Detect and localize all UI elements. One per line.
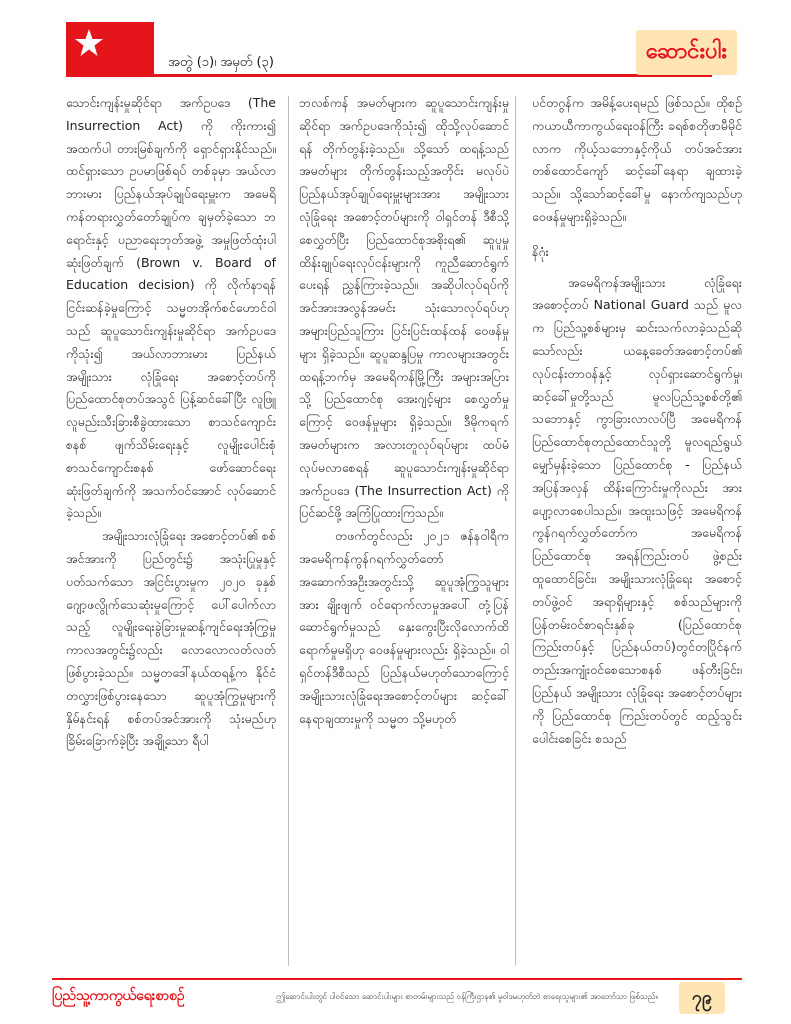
header-rule-left [66, 74, 160, 77]
column-3 [532, 92, 742, 972]
paragraph: အမျိုးသားလုံခြုံရေး အစောင့်တပ်၏ စစ်အင်အားကို ပြည်တွင်း၌ အသုံးပြုမှုနှင့် ပတ်သက်သော အငြင်းပွားမှုက ၂၀၂၀ ခုနှစ် ဂျော့ဖလွိုက်သေဆုံးမှုကြောင့် ပေါ်ပေါက်လာသည့် လူမျိုးရေးခွဲခြားမှုဆန့်ကျင်ရေးအုံကြွမှုကာလအတွင်း၌လည်း လောလောလတ်လတ်ဖြစ်ပွားခဲ့သည်။ သမ္မတဒေါ်နယ်ထရန့်က နိုင်ငံတလွှားဖြစ်ပွားနေသော ဆူပူအုံကြွမှုများကို နှိမ်နင်းရန် စစ်တပ်အင်အားကို သုံးမည်ဟု ခြိမ်းခြောက်ခဲ့ပြီး အချို့သော ရီပါ [66, 528, 276, 749]
paragraph: ပင်တဂွန်က အမိန့်ပေးရမည် ဖြစ်သည်။ ထိုစဉ်ကယာယီကာကွယ်ရေးဝန်ကြီး ခရစ်စတိုဖာမီမိုင်လာက ကိုယ့်သဘောနှင့်ကိုယ် တပ်အင်အားတစ်ထောင်ကျော် ဆင့်ခေါ်နေရာ ချထားခဲ့သည်။ သို့သော်ဆင့်ခေါ်မှု နောက်ကျသည်ဟု ဝေဖန်မှုများရှိခဲ့သည်။ [532, 95, 742, 224]
header-rule [160, 74, 712, 77]
column-2 [299, 92, 509, 972]
footer-rule [52, 978, 742, 980]
disclaimer: ဤဆောင်းပါးတွင် ပါဝင်သော ဆောင်းပါးများ စာတမ်းများသည် ဝန်ကြီးဌာန၏ မူဝါဒမဟုတ်ဘဲ စာရေးသူများ၏ အာဘော်သာ ဖြစ်သည်။ [276, 992, 658, 1001]
paragraph: အမေရိကန်အမျိုးသား လုံခြုံရေးအစောင့်တပ် National Guard သည် မူလက ပြည်သူ့စစ်များမှ ဆင်းသက်လာခဲ့သည်ဆိုသော်လည်း ယနေ့ခေတ်အစောင့်တပ်၏ လုပ်ငန်းတာဝန်နှင့် လုပ်ရှားဆောင်ရွက်မှု၊ ဆင့်ခေါ်မှုတို့သည် မူလပြည်သူ့စစ်တို့၏ သဘောနှင့် ကွာခြားလာလပ်ပြီ အမေရိကန်ပြည်ထောင်စုတည်ထောင်သူတို့ မူလရည်ရွယ်မျှော်မှန်းခဲ့သော ပြည်ထောင်စု - ပြည်နယ် အပြန်အလှန် ထိန်းကြောင်းမှုကိုလည်း အားပျော့လာစေပါသည်။ အထူးသဖြင့် အမေရိကန် ကွန်ဂရက်လွှတ်တော်က အမေရိကန် ပြည်ထောင်စု အရန်ကြည်းတပ် ဖွဲ့စည်းထူထောင်ခြင်း၊ အမျိုးသားလုံခြုံရေး အစောင့် တပ်ဖွဲ့ဝင် အရာရှိများနှင့် စစ်သည်များကို ပြန်တမ်းဝင်စာရင်းနှစ်ခု (ပြည်ထောင်စု ကြည်းတပ်နှင့် ပြည်နယ်တပ်)တွင်တပြိုင်နက်တည်းအကျုံးဝင်စေသောစနစ် ဖန်တီးခြင်း၊ ပြည်နယ် အမျိုးသား လုံခြုံရေး အစောင့်တပ်များကို ပြည်ထောင်စု ကြည်းတပ်တွင် ထည့်သွင်းပေါင်းစေခြင်း စသည် [532, 274, 742, 746]
paragraph: တဖက်တွင်လည်း ၂၀၂၁ ဇန်နဝါရီက အမေရိကန်ကွန်ဂရက်လွှတ်တော် အဆောက်အဦးအတွင်းသို့ ဆူပူအုံကြွသူများအား ချိုးဖျက် ဝင်ရောက်လာမှုအပေါ် တုံ့ပြန်ဆောင်ရွက်မှုသည် နှေးကွေးပြီးလိုလောက်ထိရောက်မှုမရှိဟု ဝေဖန်မှုများလည်း ရှိခဲ့သည်။ ဝါရှင်တန်ဒီစီသည် ပြည်နယ်မဟုတ်သောကြောင့် အမျိုးသားလုံခြုံရေးအစောင့်တပ်များ ဆင့်ခေါ်နေရာချထားမှုကို သမ္မတ သို့မဟုတ် [299, 528, 509, 726]
page-number: ၇၉ [679, 982, 725, 1014]
issue-number: အတွဲ (၁)၊ အမှတ် (၃) [168, 55, 274, 70]
star-icon [74, 28, 104, 58]
column-1 [66, 92, 276, 972]
paragraph: သောင်းကျန်းမှုဆိုင်ရာ အက်ဥပဒေ (The Insurrection Act) ကို ကိုးကား၍ အထက်ပါ တားမြစ်ချက်ကို ရှောင်ရှားနိုင်သည်။ ထင်ရှားသော ဥပမာဖြစ်ရပ် တစ်ခုမှာ အယ်လာဘားမား ပြည်နယ်အုပ်ချုပ်ရေးမှူးက အမေရိကန်တရားလွှတ်တော်ချုပ်က ချမှတ်ခဲ့သော ဘရောင်းနှင့် ပညာရေးဘုတ်အဖွဲ့ အမှုဖြတ်ထုံးပါ ဆုံးဖြတ်ချက် (Brown v. Board of Education decision) ကို လိုက်နာရန် ငြင်းဆန်ခဲ့မှုကြောင့် သမ္မတအိုက်စင်ဟောင်ဝါသည် ဆူပူသောင်းကျန်းမှုဆိုင်ရာ အက်ဥပဒေကိုသုံး၍ အယ်လာဘားမား ပြည်နယ် အမျိုးသား လုံခြုံရေး အစောင့်တပ်ကို ပြည်ထောင်စုတပ်အသွင် ပြန့်ဆင်ခေါ်ပြီး လူဖြူလူမည်းသီးခြားစီခွဲထားသော စာသင်ကျောင်းစနစ် ဖျက်သိမ်းရေးနှင့် လူမျိုးပေါင်းစုံ စာသင်ကျောင်းစနစ် ဖော်ဆောင်ရေးဆုံးဖြတ်ချက်ကို အသက်ဝင်အောင် လုပ်ဆောင်ခဲ့သည်။ [66, 95, 276, 521]
paragraph: ဘလစ်ကန် အမတ်များက ဆူပူသောင်းကျန်းမှုဆိုင်ရာ အက်ဥပဒေကိုသုံး၍ ထိုသို့လုပ်ဆောင်ရန် တိုက်တွန်းခဲ့သည်။ သို့သော် ထရန့်သည် အမတ်များ တိုက်တွန်းသည့်အတိုင်း မလုပ်ပဲ ပြည်နယ်အုပ်ချုပ်ရေးမှူးများအား အမျိုးသားလုံခြုံရေး အစောင့်တပ်များကို ဝါရှင်တန် ဒီစီသို့ စေလွှတ်ပြီး ပြည်ထောင်စုအစိုးရ၏ ဆူပူမှုထိန်းချုပ်ရေးလုပ်ငန်းများကို ကူညီဆောင်ရွက်ပေးရန် ညွှန်ကြားခဲ့သည်။ အဆိုပါလုပ်ရပ်ကိုအင်အားအလွန်အမင်း သုံးသောလုပ်ရပ်ဟု အများပြည်သူကြား ပြင်းပြင်းထန်ထန် ဝေဖန်မှုများ ရှိခဲ့သည်။ ဆူပူဆန္ဒပြမှု ကာလများအတွင်း ထရန့်ဘက်မှ အမေရိကန်မြို့ကြီး အများအပြားသို့ ပြည်ထောင်စု အေးဂျင့်များ စေလွှတ်မှုကြောင့် ဝေဖန်မှုများ ရှိခဲ့သည်။ ဒီမိုကရက် အမတ်များက အလားတူလုပ်ရပ်များ ထပ်မံ လုပ်မလာစေရန် ဆူပူသောင်းကျန်းမှုဆိုင်ရာ အက်ဥပဒေ (The Insurrection Act) ကိုပြင်ဆင်ဖို့ အကြံပြုထားကြသည်။ [299, 95, 509, 521]
section-heading: နိဂုံး [532, 243, 549, 259]
publication-name: ပြည်သူ့ကာကွယ်ရေးစာစဉ် [52, 988, 185, 1004]
flag-logo [66, 22, 154, 74]
article-body [66, 92, 742, 972]
section-brand: ဆောင်းပါး [636, 30, 737, 75]
